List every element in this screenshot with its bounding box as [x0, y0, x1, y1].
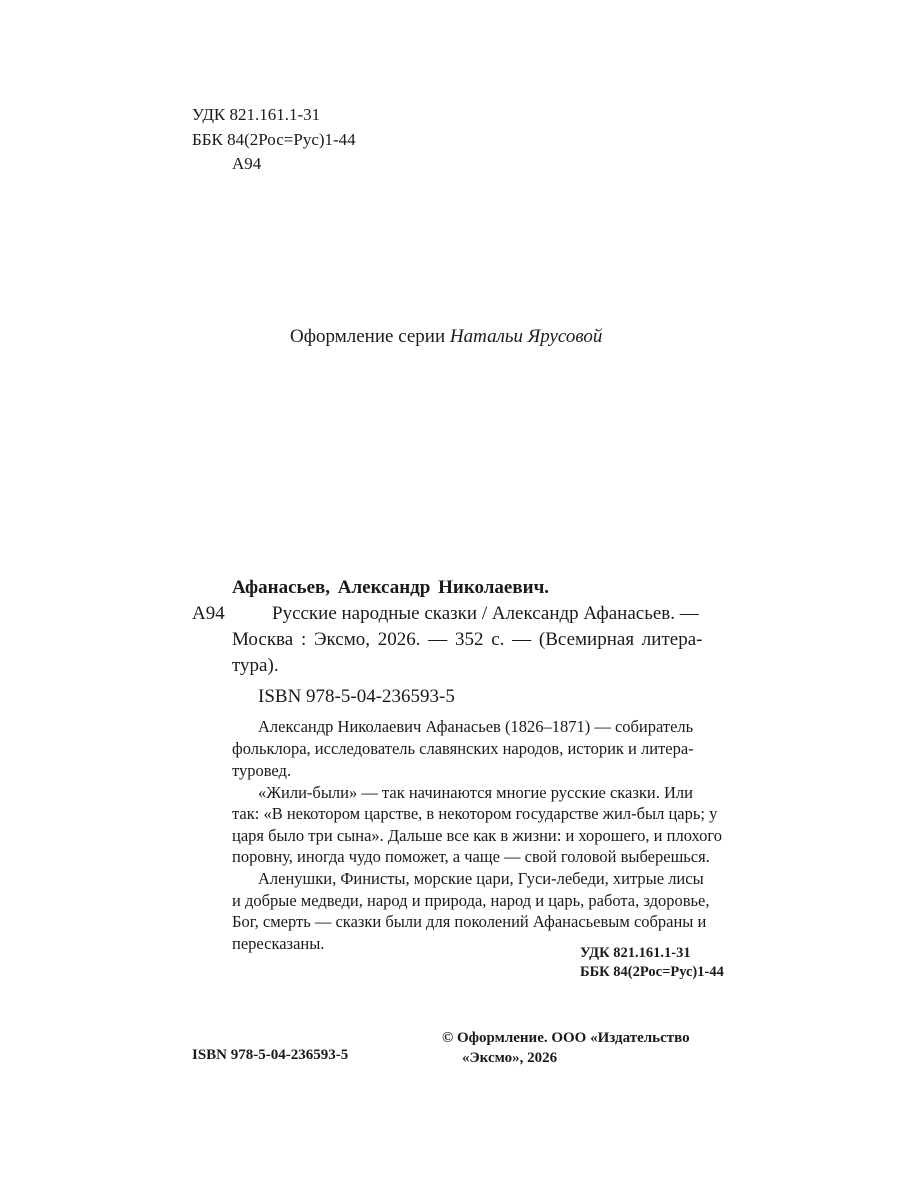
copyright-line: «Эксмо», 2026	[462, 1050, 558, 1066]
annotation-line: пересказаны.	[232, 934, 325, 953]
annotation-line: «Жили-были» — так начинаются многие русские сказки. Или	[258, 783, 693, 802]
bbk-code: ББК 84(2Рос=Рус)1-44	[192, 130, 356, 149]
author-mark: А94	[232, 154, 262, 173]
annotation-line: туровед.	[232, 761, 292, 780]
footer-bbk-code: ББК 84(2Рос=Рус)1-44	[580, 964, 724, 980]
series-designer-name: Натальи Ярусовой	[449, 326, 603, 347]
bib-publication-line: Москва : Эксмо, 2026. — 352 с. — (Всемирная литера-	[232, 629, 703, 650]
annotation-line: фольклора, исследователь славянских народов, историк и литера-	[232, 739, 694, 758]
copyright-line: © Оформление. ООО «Издательство	[442, 1030, 690, 1046]
annotation-line: поровну, иногда чудо поможет, а чаще — свой головой выберешься.	[232, 847, 710, 866]
bib-series-end: тура).	[232, 655, 279, 676]
bib-isbn: ISBN 978-5-04-236593-5	[258, 686, 455, 707]
series-design-credit	[290, 326, 602, 348]
bib-mark: А94	[192, 603, 225, 624]
bib-author: Афанасьев, Александр Николаевич.	[232, 577, 550, 598]
bib-title-line: Русские народные сказки / Александр Афанасьев. —	[272, 603, 699, 624]
imprint-isbn: ISBN 978-5-04-236593-5	[192, 1047, 349, 1063]
annotation-line: Бог, смерть — сказки были для поколений Афанасьевым собраны и	[232, 912, 707, 931]
footer-udk-code: УДК 821.161.1-31	[580, 945, 691, 961]
annotation-line: Александр Николаевич Афанасьев (1826–1871) — собиратель	[258, 717, 694, 736]
series-design-prefix: Оформление серии	[290, 326, 446, 347]
annotation-line: царя было три сына». Дальше все как в жизни: и хорошего, и плохого	[232, 826, 723, 845]
annotation-line: так: «В некотором царстве, в некотором государстве жил-был царь; у	[232, 804, 718, 823]
udk-code: УДК 821.161.1-31	[192, 105, 321, 124]
annotation-line: и добрые медведи, народ и природа, народ и царь, работа, здоровье,	[232, 891, 710, 910]
annotation-line: Аленушки, Финисты, морские цари, Гуси-лебеди, хитрые лисы	[258, 869, 704, 888]
